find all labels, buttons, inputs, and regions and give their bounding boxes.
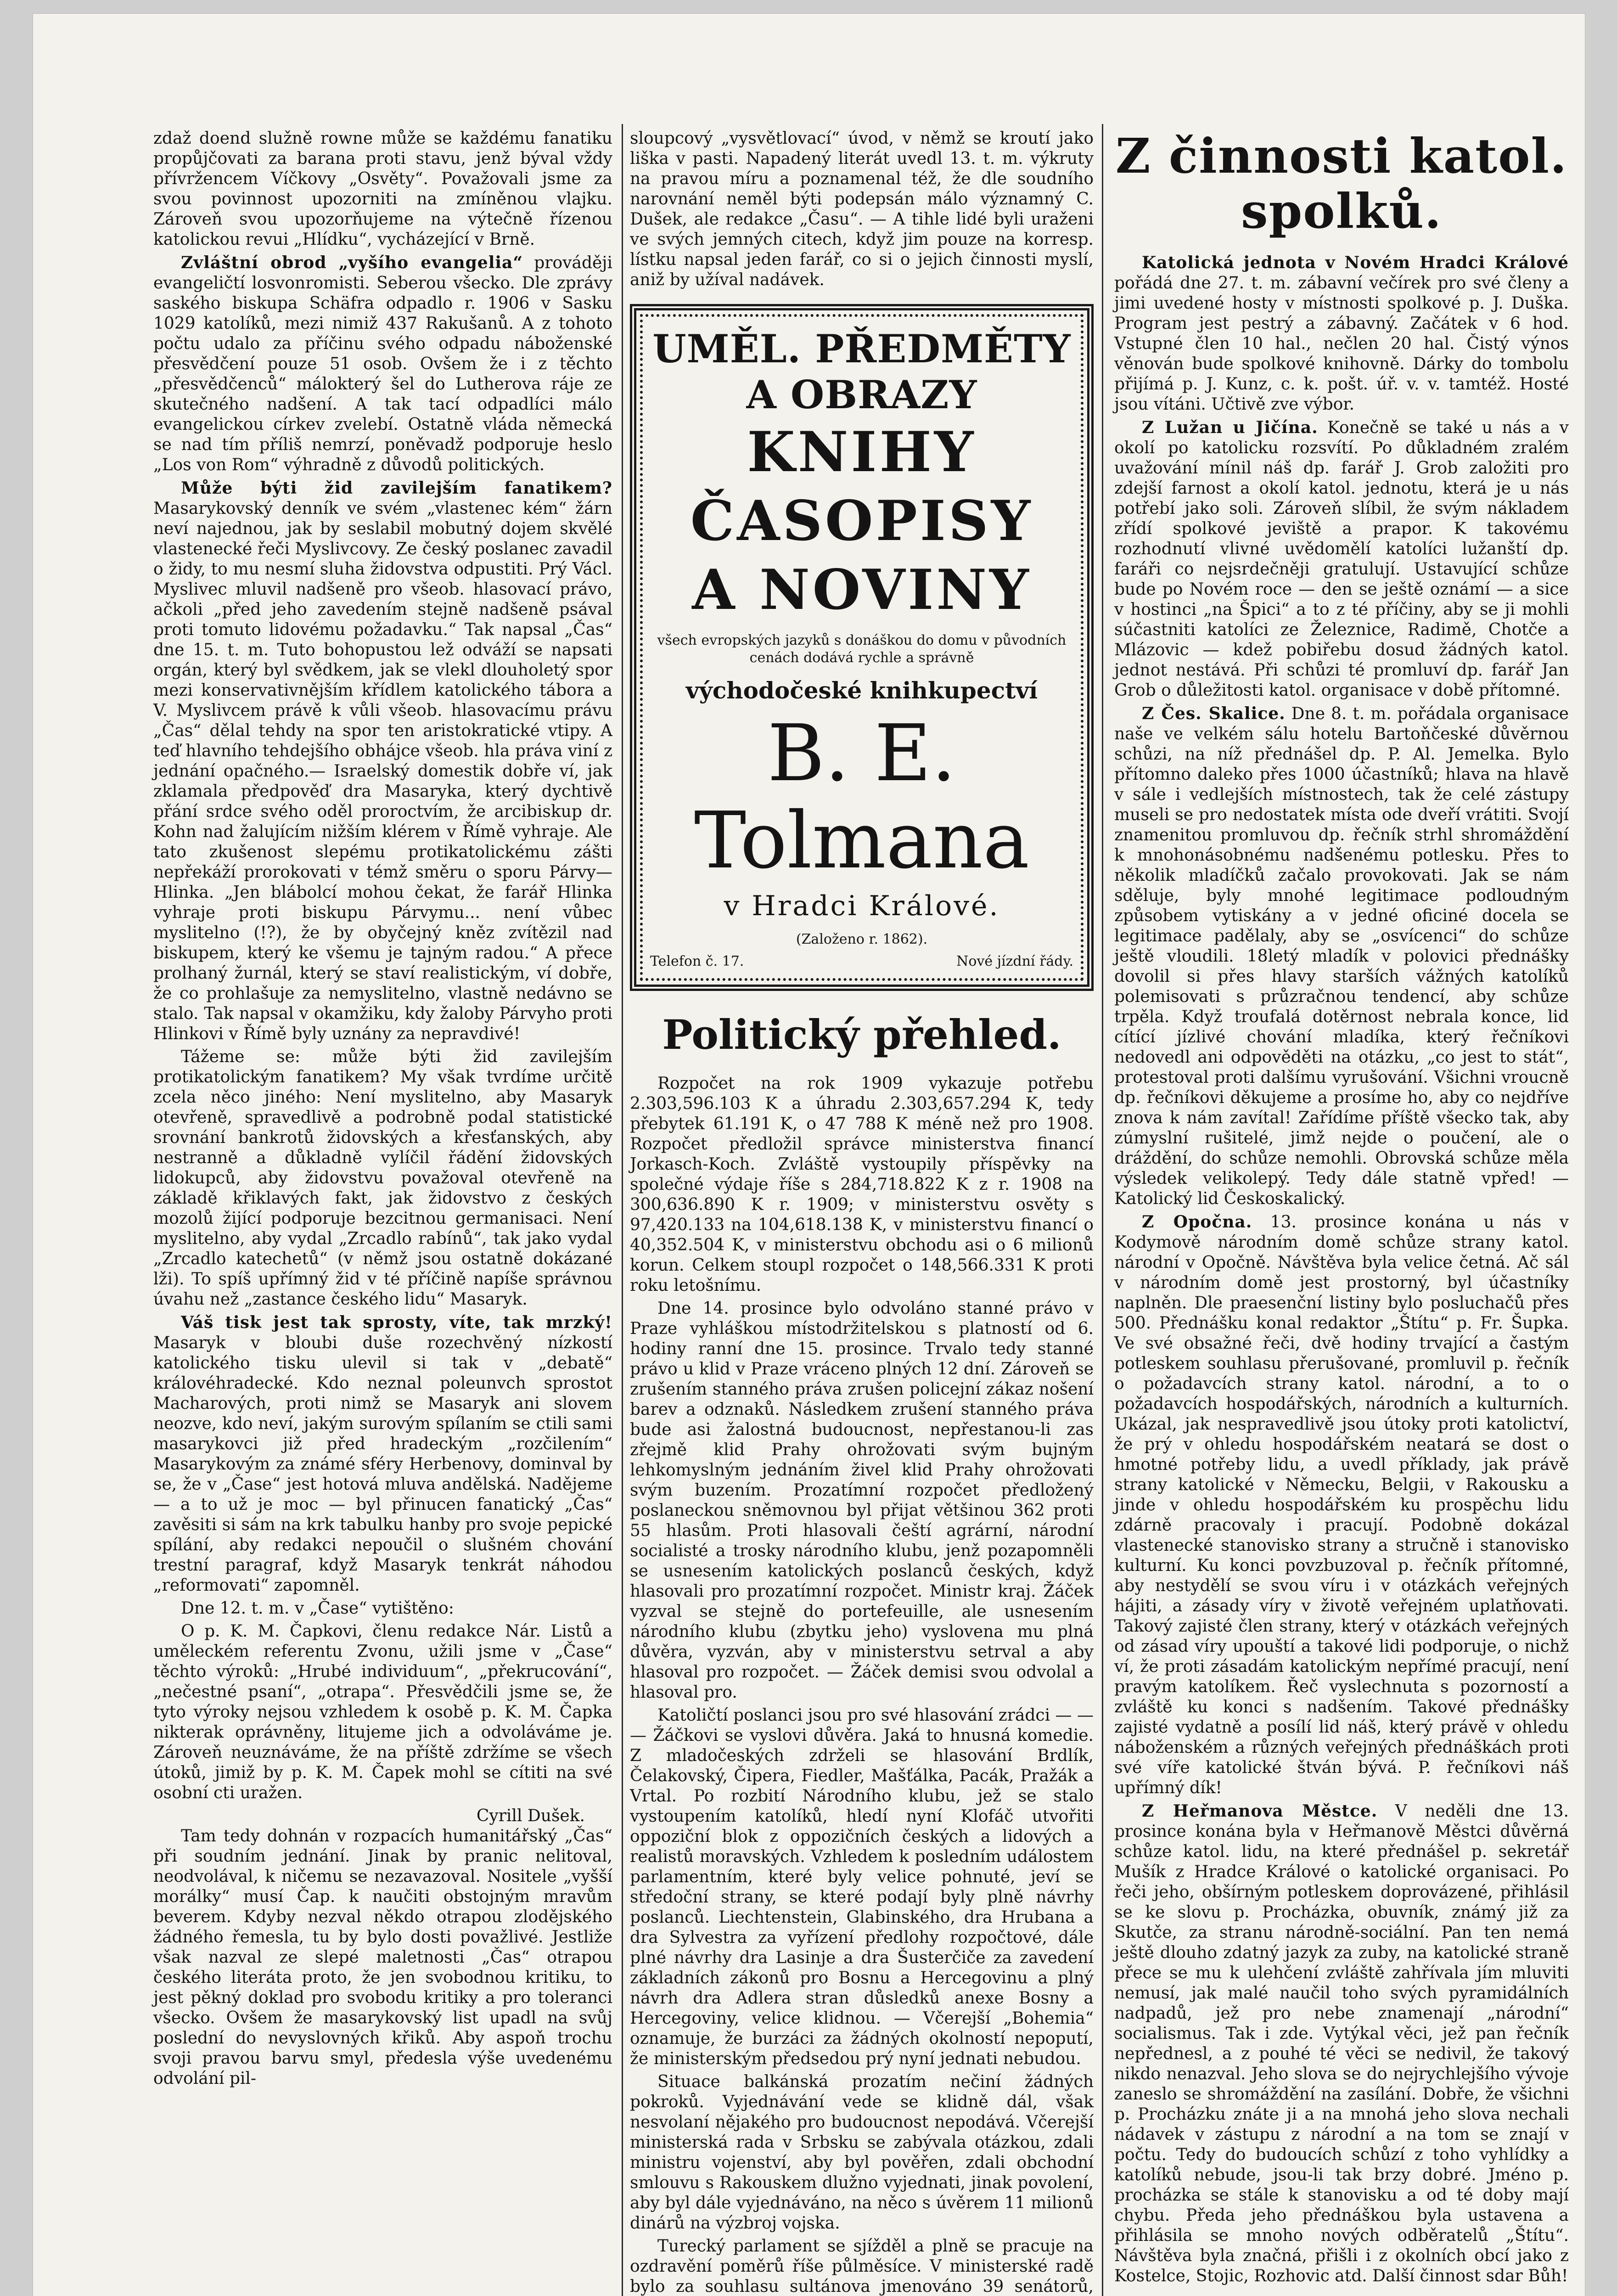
paragraph-body: prováději evangeličtí losvonromisti. Seberou všecko. Dle zprávy saského biskupa Schäfra odpadlo r. 1906 v Sasku 1029 katolíků, mezi nimiž 437 Rakušanů. A z tohoto počtu udalo za příčinu svého odpadu náboženské přesvědčení pouze 51 osob. Ovšem že i z těchto „přesvědčenců“ málokterý šel do Lutherova ráje ze skutečného nadšení. A tak tací odpadlíci málo evangelickou církev zvelebí. Ostatně vláda německá se nad tím příliš nemrzí, poněvadž podporuje heslo „Los von Rom“ výhradně z důvodů politických. — [153, 253, 612, 474]
paragraph-lead: Z Heřmanova Městce. — [1142, 1801, 1378, 1821]
ad-line: UMĚL. PŘEDMĚTY A OBRAZY — [652, 326, 1071, 417]
paragraph: Turecký parlament se sjížděl a plně se pracuje na ozdravění poměrů říše půlměsíce. V ministerské radě bylo za souhlasu sultánova jmenováno 39 senátorů, — [630, 2237, 1094, 2296]
paragraph — [1114, 1801, 1569, 2286]
section-heading: Politický přehled. — [662, 1011, 1061, 1058]
paragraph-lead: Z Opočna. — [1142, 1212, 1252, 1232]
ad-phone: Telefon č. 17. — [650, 953, 744, 969]
paragraph-lead: Katolická jednota v Novém Hradci Králové — [1142, 253, 1569, 272]
paragraph — [1114, 703, 1569, 1209]
paragraph-lead: Váš tisk jest tak sprosty, víte, tak mrzký! — [181, 1313, 612, 1332]
ad-name: B. E. Tolmana — [694, 708, 1030, 886]
paragraph: zdaž doend služně rowne může se každému fanatiku propůjčovati za barana proti stavu, jenž býval vždy přívržencem Víčkovy „Osvěty“. Považovali jsme za svou povinnost upozorniti na zmíněnou vlajku. Zároveň svou upozorňujeme na výtečně řízenou katolickou revui „Hlídku“, vycházející v Brně. — [153, 129, 612, 249]
paragraph-body: V neděli dne 13. prosince konána byla v Heřmanově Městci důvěrná schůze katol. lidu, na které přednášel p. sekretář Mušík z Hradce Králové o katolické organisaci. Po řeči jeho, obšírným potleskem doprovázené, přihlásil se ke slovu p. Procházka, obuvník, známý již za Skutče, za stranu národně-sociální. Pan ten nemá ještě dlouho zdatný jazyk za zuby, na katolické straně přece se mu k ulehčení zvláště zahřívala jím mluviti nemusí, jak malé naučil toho svých pyramidálních nadpadů, jež pro nebe znamenají „národní“ socialismus. Tak i zde. Vytýkal věci, jež pan řečník nepřednesl, a z pouhé té věci se nedivil, že takový nikdo nenazval. Jeho slova se do nejrychlejšího vývoje zaneslo se shromáždění na zasílání. Dobře, že všichni p. Procházku znáte ji a na mnohá jeho slova nechali nádavek v zástupu z národní a na tom se znají v počtu. Tedy do budoucích schůzí z toho vyhlídky a katolíků nebude, jsou-li tak brzy dobré. Jméno p. procházka se stále k stanovisku a od té doby mají chybu. Předa jeho přednáškou byla ustavena a přihlásila se mnoho nových odběratelů „Štítu“. Návštěva byla značná, přišli i z okolních obcí jako z Kostelce, Stojic, Rozhovic atd. Další činnost sdar Bůh! — [1114, 1802, 1569, 2285]
paragraph: Situace balkánská prozatím nečiní žádných pokroků. Vyjednávání vede se klidně dál, však nesvolaní nějakého pro budoucnost nepodává. Včerejší ministerská rada v Srbsku se zabývala otázkou, zdali ministru vojenství, aby byl pověřen, zdali obchodní smlouvu s Rakouskem dlužno vyjednati, jinak povolení, aby byl dále vyjednáváno, na něco s úvěrem 11 milionů dinárů na výzbroj vojska. — [630, 2072, 1094, 2233]
paragraph — [153, 253, 612, 475]
paragraph-body: Masarykovský denník ve svém „vlastenec kém“ žárn neví najednou, jak by seslabil mobutný dojem skvělé vlastenecké řeči Myslivcovy. Ze český poslanec zavadil o židy, to mu nesmí sluha židovstva odpustiti. Prý Václ. Myslivec mluvil nadšeně pro všeob. hlasovací právo, ačkoli „před jeho zavedením stejně nadšeně psával proti tomuto lidovému požadavku.“ Tak napsal „Čas“ dne 15. t. m. Tuto bohopustou lež odváží se napsati orgán, který byl svědkem, jak se vlekl dlouholetý spor mezi konservativnějším křídlem katolického tábora a V. Myslivcem právě k vůli všeob. hlasovacímu právu „Čas“ dělal tehdy na spor ten aristokratické vtipy. A teď hlavního tehdejšího obhájce všeob. hla práva viní z jednání opačného.— Israelský domestik dobře ví, jak zklamala předpověď dra Masaryka, který dychtivě přání srdce svého oděl proroctvím, že arcibiskup dr. Kohn nad žalujícím nižším klérem v Římě vyhraje. Ale tato zkušenost slepému protikatolickému zášti nepřekáží prorokovati v témž směru o sporu Párvy—Hlinka. „Jen blábolcí mohou čekat, že farář Hlinka vyhraje proti biskupu Párvymu... není vůbec myslitelno (!?), že by obyčejný kněz zvítězil nad biskupem, který ke všemu je tajným radou.“ A přece prolhaný žurnál, který se staví realistickým, ví dobře, že co prohlašuje za nemyslitelno, vlastně nedávno se stalo. Tak napsal v okamžiku, kdy žaloby Párvyho proti Hlinkovi v Římě byly uznány za nepravdivé! — [153, 499, 612, 1043]
paragraph-lead: Zvláštní obrod „vyšího evangelia“ — [181, 253, 523, 272]
ad-footer — [650, 952, 1073, 971]
bookshop-advertisement — [630, 304, 1094, 991]
paragraph: Tam tedy dohnán v rozpacích humanitářský „Čas“ při soudním jednání. Jinak by pranic nelitoval, neodvolával, k ničemu se nezavazoval. Nositele „vyšší morálky“ musí Čap. k naučiti obstojným mravům beverem. Kdyby nezval někdo otrapou zlodějského žádného řemesla, tu by bylo dosti považlivé. Jestliže však nazval ze slepé maletnosti „Čas“ otrapou českého literáta proto, že jen svobodnou kritiku, to jest pěkný doklad pro svobodu kritiky a pro toleranci všecko. Ovšem že masarykovský list upadl na svůj poslední do nevyslovných křiků. Aby aspoň trochu svoji pravou barvu smyl, předesla výše uvedenému odvolání pil- — [153, 1827, 612, 2088]
column-rule — [622, 124, 623, 2296]
signature: Cyrill Dušek. — [476, 1806, 585, 1825]
column-middle — [630, 129, 1094, 2296]
paragraph — [1114, 1212, 1569, 1798]
paragraph — [1114, 417, 1569, 701]
paragraph: Dne 14. prosince bylo odvoláno stanné právo v Praze vyhláškou místodržitelskou s platností od 6. hodiny ranní dne 15. prosince. Trvalo tedy stanné právo u klid v Praze vráceno plných 12 dní. Zároveň se zrušením stanného práva zrušen policejní zákaz nošení barev a odznaků. Následkem zrušení stanného práva bude asi žalostná budoucnost, nepřestanou-li zas zřejmě klid Prahy ohrožovati svým bujným lehkomyslným jednáním živel klid Prahy ohrožovati svým buzením. Prozatímní rozpočet předložený poslaneckou sněmovnou byl přijat většinou 362 proti 55 hlasům. Proti hlasovali čeští agrární, národní socialisté a trosky národního klubu, jenž pozapomněli se usnesením katolických poslanců českých, když hlasovali pro prozatímní rozpočet. Ministr kraj. Žáček vyzval se stejně do portefeuille, ale usnesením národního klubu (zbytku jeho) vyslovena mu plná důvěra, vyzván, aby v ministerstvu setrval a aby hlasoval pro rozpočet. — Žáček demisi svou odvolal a hlasoval pro. — [630, 1299, 1094, 1702]
section-heading: Z činnosti katol. spolků. — [1115, 128, 1568, 239]
ad-description: všech evropských jazyků s donáškou do domu v původních cenách dodává rychle a správně — [657, 632, 1067, 666]
paragraph — [153, 478, 612, 1044]
paragraph — [153, 1312, 612, 1596]
paragraph-body: Masaryk v bloubi duše rozechvěný nízkostí katolického tisku ulevil si tak v „debatě“ královéhradecké. Kdo neznal poleunvch sprostot Macharových, proti nimž se Masaryk ani slovem neozve, kdo neví, jakým surovým spílaním se ctili sami masarykovci již před hradeckým „rozčilením“ Masarykovým za známé sféry Herbenovy, dominval by se, že v „Čase“ jest hotová mluva andělská. Nadějeme — a to už je moc — byl přinucen fanatický „Čas“ zavěsiti si sám na krk tabulku hanby pro svoje pepické spílání, aby redakci nepoučil o slušném chování trestní paragraf, když Masaryk tenkrát náhodou „reformovati“ zapomněl. — [153, 1334, 612, 1595]
paragraph: O p. K. M. Čapkovi, členu redakce Nár. Listů a uměleckém referentu Zvonu, užili jsme v „Čase“ těchto výroků: „Hrubé individuum“, „překrucování“, „nečestné psaní“, „otrapa“. Přesvědčili jsme se, že tyto výroky nejsou vzhledem k osobě p. K. M. Čapka nikterak oprávněny, litujeme jich a odvoláváme je. Zároveň neuznáváme, že na příště zdržíme se všech útoků, jimiž by p. K. M. Čapek mohl se cítiti na své osobní cti uražen. — [153, 1622, 612, 1802]
paragraph: Dne 12. t. m. v „Čase“ vytištěno: — [181, 1599, 454, 1618]
ad-street: Nové jízdní řády. — [956, 953, 1073, 969]
column-right — [1114, 129, 1569, 2296]
column-rule — [1102, 124, 1103, 2296]
paragraph: Katoličtí poslanci jsou pro své hlasování zrádci — — — Žáčkovi se vyslovi důvěra. Jaká to hnusná komedie. Z mladočeských zdrželi se hlasování Brdlík, Čelakovský, Čipera, Fiedler, Mašťálka, Pacák, Pražák a Vrtal. Po rozbití Národního klubu, jež se stalo vystoupením katolíků, hledí nyní Klofáč utvořiti oppoziční blok z oppozičních českých a lidových a realistů moravských. Vzhledem k posledním událostem parlamentním, které byly velice pohnuté, jeví se středoční strany, se které podají byly plně návrhy poslanců. Liechtenstein, Glabinského, dra Hrubana a dra Sylvestra za vyřízení předlohy rozpočtové, dále plné návrhy dra Lasinje a dra Šusterčiče za zavedení základních zákonů pro Bosnu a Hercegovinu a plný návrh dra Adlera stran důsledků anexe Bosny a Hercegoviny, velice klidnou. — Včerejší „Bohemia“ oznamuje, že burzáci za žádných okolností nepoputí, že ministerským předsedou prý nyní jednati nebudou. — [630, 1706, 1094, 2068]
newspaper-page — [33, 14, 1585, 2296]
ad-line: ČASOPISY — [690, 489, 1033, 553]
ad-line: A NOVINY — [692, 557, 1032, 622]
paragraph-lead: Z Čes. Skalice. — [1142, 704, 1286, 723]
paragraph-body: 13. prosince konána u nás v Kodymově národním domě schůze strany katol. národní v Opočně. Návštěva byla velice četná. Ač sál v národním domě jest prostorný, byl účastníky naplněn. Dle praesenční listiny bylo posluchačů přes 500. Přednášku konal redaktor „Štítu“ p. Fr. Šupka. Ve své obsažné řeči, dvě hodiny trvající a častým potleskem souhlasu přerušované, promluvil p. řečník o požadavcích strany katol. národní, a to o požadavcích hospodářských, národních a kulturních. Ukázal, jak nespravedlivě jsou útoky proti katolictví, že prý v ohledu hospodářském neatará se dost o hmotné potřeby lidu, a uvedl příklady, jak právě strany katolické v Německu, Belgii, v Rakousku a jinde v ohledu hospodářském ku prospěchu lidu zdárně pracovaly i pracují. Podobně dokázal vlastenecké stanovisko strany a stručně i stanovisko kulturní. Ku konci povzbuzoval p. řečník přítomné, aby nestydělí se svou víru i v otázkách veřejných hájiti, a zásady víry v životě veřejném uplatňovati. Takový zajisté člen strany, který v otázkách veřejných od zásad víry upouští a takové lidi podporuje, o nichž ví, že proti zásadám katolickým nepřímé pracují, není pravým katolíkem. Řeč vyslechnuta s pozorností a zvláště ku konci s nadšením. Takové přednášky zajisté vydatně a posílí lid náš, který právě v ohledu náboženském a různých veřejných přednáškách proti své víře katolické štván bývá. P. řečníkovi náš upřímný dík! — [1114, 1213, 1569, 1797]
ad-line: KNIHY — [747, 420, 977, 484]
ad-town: v Hradci Králové. — [724, 890, 1000, 922]
paragraph-lead: Z Lužan u Jičína. — [1142, 418, 1318, 437]
ad-established: (Založeno r. 1862). — [796, 931, 928, 947]
paragraph-body: Dne 8. t. m. pořádala organisace naše ve velkém sálu hotelu Bartoňčeské důvěrnou schůzi, na níž přednášel dp. P. Al. Jemelka. Bylo přítomno daleko přes 1000 účastníků; hlava na hlavě v sále i vedlejších místnostech, tak že celé zástupy museli se pro nedostatek místa ode dveří vrátiti. Svojí znamenitou promluvou dp. řečník strhl shromáždění k mnohonásobnému nadšenému potlesku. Přes to několik mladíčků začalo provokovati. Jak se nám sděluje, byly mnohé legitimace podloudným způsobem vytiskány a v jedné oficiné docela se legitimace padělaly, aby se „osvícenci“ do schůze ještě vloudili. 18letý mladík v polovici přednášky dovolil si přes hlavy starších vážných katolíků polemisovati s průzračnou tendencí, aby schůze trpěla. Když troufalá dotěrnost nebrala konce, lid cítící jízlivé chování mladíka, který řečníkovi nedovedl ani odpověděti na otázku, „co jest to stát“, protestoval proti dalšímu vyrušování. Všichni vroucně dp. řečníkovi děkujeme a prosíme ho, aby co nejdříve znova k nám zavítal! Zařídíme příště všecko tak, aby zúmyslní rušitelé, jimž nejde o poučení, ale o dráždění, do schůze nemohli. Obrovská schůze měla výsledek velikolepý. Tedy dále statně vpřed! — Katolický lid Českoskalický. — [1114, 704, 1569, 1208]
paragraph-body: pořádá dne 27. t. m. zábavní večírek pro své členy a jimi uvedené hosty v místnosti spolkové p. J. Duška. Program jest pestrý a zábavný. Začátek v 6 hod. Vstupné člen 10 hal., nečlen 20 hal. Čistý výnos věnován bude spolkové knihovně. Dárky do tombolu přijímá p. J. Kunz, c. k. pošt. úř. v. v. tamtéž. Hosté jsou vítáni. Učtivě zve výbor. — [1114, 274, 1569, 414]
paragraph: Rozpočet na rok 1909 vykazuje potřebu 2.303,596.103 K a úhradu 2.303,657.294 K, tedy přebytek 61.191 K, o 47 788 K méně než pro 1908. Rozpočet předložil správce ministerstva financí Jorkasch-Koch. Zvláště vystoupily příspěvky na společné výdaje říše s 284,718.822 K z r. 1908 na 300,636.890 K r. 1909; v ministerstvu osvěty s 97,420.133 na 104,618.138 K, v ministerstvu financí o 40,352.504 K, v ministerstvu obchodu asi o 6 milionů korun. Celkem stoupl rozpočet o 148,566.331 K proti roku letošnímu. — [630, 1074, 1094, 1295]
column-left — [153, 129, 612, 2092]
paragraph-body: Konečně se také u nás a v okolí po katolicku rozsvítí. Po důkladném zralém uvažování mínil náš dp. farář J. Grob založiti pro zdejší farnost a okolí katol. jednotu, která je u nás potřebí jako soli. Zároveň slíbil, že svým nákladem zřídí spolkové jeviště a prapor. K takovému rozhodnutí vlivné uvědomělí katolíci lužanští dp. faráři co nejsrdečněji gratulují. Ustavující schůze bude po Novém roce — den se ještě oznámí — a sice v hostinci „na Špici“ a to z té příčiny, aby se ji mohli súčastniti katolíci ze Železnice, Radimě, Chotče a Mlázovic — kdež pobiřebu dosud žádných katol. jednot nestává. Při schůzi té promluví dp. farář Jan Grob o důležitosti katol. organisace v době přítomné. — [1114, 418, 1569, 700]
paragraph — [1114, 253, 1569, 415]
paragraph-lead: Může býti žid zavilejším fanatikem? — [181, 478, 612, 498]
ad-firm: východočeské knihkupectví — [685, 677, 1038, 704]
paragraph: Tážeme se: může býti žid zavilejším protikatolickým fanatikem? My však tvrdíme určitě zcela něco jiného: Není myslitelno, aby Masaryk otevřeně, spravedlivě a podrobně podal statistické srovnání bankrotů židovských a křesťanských, aby nestranně a důkladně vylíčil řádění židovských lidokupců, aby židovstvu považoval otevřeně na základě křiklavých fakt, jak židovstvo z českých mozolů žijící podporuje bezcitnou germanisaci. Není myslitelno, aby vydal „Zrcadlo rabínů“, tak jako vydal „Zrcadlo katechetů“ (v němž jsou ostatně dokázané lži). To spíš upřímný žid v té příčině napíše správnou úvahu než „zastance českého lidu“ Masaryk. — [153, 1047, 612, 1309]
paragraph: sloupcový „vysvětlovací“ úvod, v němž se kroutí jako liška v pasti. Napadený literát uvedl 13. t. m. výkruty na pravou míru a poznamenal též, že dle soudního narovnání neměl býti podepsán málo významný C. Dušek, ale redakce „Času“. — A tihle lidé byli uraženi ve svých jemných citech, když jim pouze na korresp. lístku napsal jeden farář, co si o jejich činnosti myslí, aniž by užíval nadávek. — [630, 129, 1094, 289]
